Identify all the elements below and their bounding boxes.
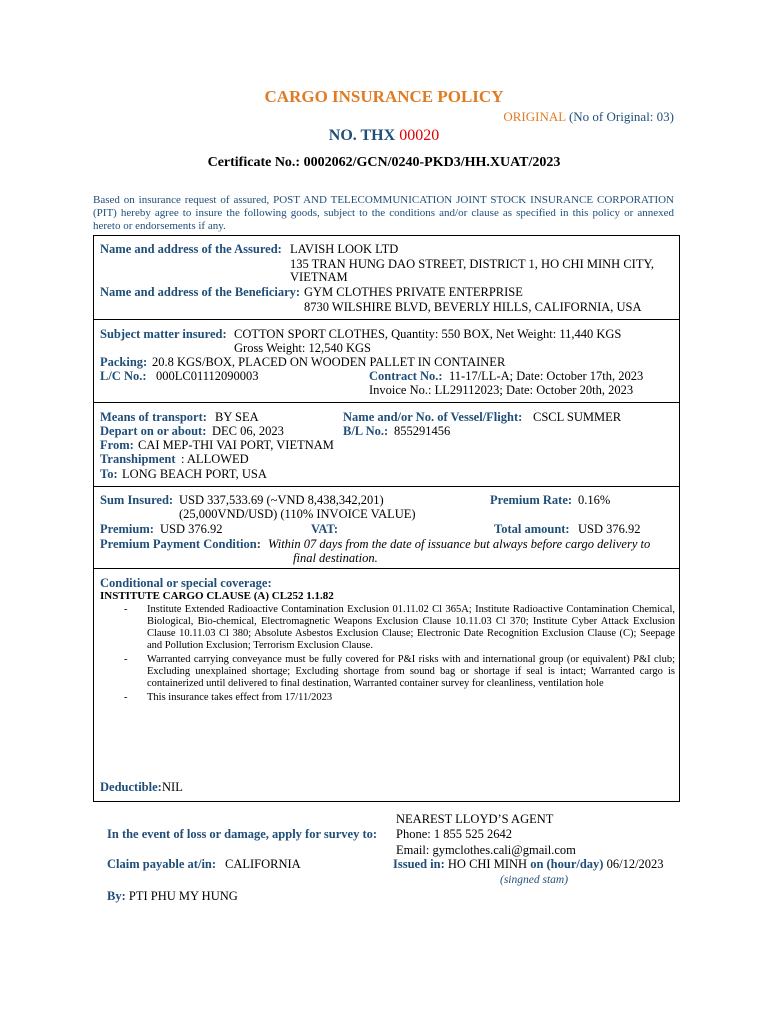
issued-on-label: on (hour/day): [530, 857, 604, 871]
total-amount-label: Total amount:: [494, 522, 570, 536]
subject-label: Subject matter insured:: [100, 327, 227, 341]
coverage-item: - This insurance takes effect from 17/11/2023: [104, 692, 675, 704]
claim-value: CALIFORNIA: [225, 857, 301, 871]
premium-rate-label: Premium Rate:: [490, 493, 573, 507]
agent-email: Email: gymclothes.cali@gmail.com: [396, 843, 576, 857]
policy-number-value: 00020: [399, 127, 440, 144]
issued-label: Issued in:: [393, 857, 445, 871]
premium-section: [94, 487, 679, 569]
to-value: LONG BEACH PORT, USA: [122, 467, 267, 481]
gross-weight: Gross Weight: 12,540 KGS: [234, 341, 371, 355]
survey-label: In the event of loss or damage, apply for survey to:: [107, 827, 378, 841]
premium-label: Premium:: [100, 522, 154, 536]
deductible-label: Deductible:: [100, 780, 162, 794]
lc-value: 000LC01112090003: [156, 369, 259, 383]
vessel-label: Name and/or No. of Vessel/Flight:: [343, 410, 523, 424]
original-indicator: [503, 109, 674, 125]
packing-value: 20.8 KGS/BOX, PLACED ON WOODEN PALLET IN CONTAINER: [152, 355, 506, 369]
packing-label: Packing:: [100, 355, 148, 369]
assured-address-line2: VIETNAM: [290, 270, 348, 284]
issued-date: 06/12/2023: [606, 857, 664, 871]
means-value: BY SEA: [215, 410, 259, 424]
premium-value: USD 376.92: [160, 522, 223, 536]
means-label: Means of transport:: [100, 410, 207, 424]
issued-info: [393, 857, 664, 872]
by-label: By:: [107, 889, 126, 903]
issued-place: HO CHI MINH: [447, 857, 528, 871]
coverage-label: Conditional or special coverage:: [100, 576, 272, 590]
subject-value: COTTON SPORT CLOTHES, Quantity: 550 BOX, Net Weight: 11,440 KGS: [234, 327, 622, 341]
total-amount-value: USD 376.92: [578, 522, 641, 536]
agent-title: NEAREST LLOYD’S AGENT: [396, 812, 554, 826]
stamp-note: (singned stam): [500, 874, 569, 886]
beneficiary-label: Name and address of the Beneficiary:: [100, 285, 301, 299]
to-label: To:: [100, 467, 118, 481]
parties-section: [94, 236, 679, 320]
beneficiary-address: 8730 WILSHIRE BLVD, BEVERLY HILLS, CALIFORNIA, USA: [304, 300, 642, 314]
depart-value: DEC 06, 2023: [212, 424, 284, 438]
policy-number: [0, 127, 768, 145]
claim-label: Claim payable at/in:: [107, 857, 217, 871]
contract-value: 11-17/LL-A; Date: October 17th, 2023: [449, 369, 644, 383]
from-label: From:: [100, 438, 134, 452]
assured-label: Name and address of the Assured:: [100, 242, 282, 256]
contract-label: Contract No.:: [369, 369, 443, 383]
coverage-clause: INSTITUTE CARGO CLAUSE (A) CL252 1.1.82: [100, 590, 334, 602]
sum-insured-rate-note: (25,000VND/USD) (110% INVOICE VALUE): [179, 507, 416, 521]
deductible-value: NIL: [162, 780, 183, 794]
vessel-value: CSCL SUMMER: [533, 410, 622, 424]
assured-name: LAVISH LOOK LTD: [290, 242, 399, 256]
assured-address-line1: 135 TRAN HUNG DAO STREET, DISTRICT 1, HO CHI MINH CITY,: [290, 257, 655, 271]
bl-label: B/L No.:: [343, 424, 389, 438]
from-value: CAI MEP-THI VAI PORT, VIETNAM: [138, 438, 334, 452]
vat-label: VAT:: [311, 522, 339, 536]
payment-condition-line1: Within 07 days from the date of issuance but always before cargo delivery to: [268, 537, 651, 551]
transhipment-label: Transhipment: [100, 452, 176, 466]
coverage-list: [104, 604, 675, 706]
coverage-item: - Institute Extended Radioactive Contamination Exclusion 01.11.02 Cl 365A; Institute Radioactive Contamination Chemical, Biological, Bio-chemical, Electromagnetic Weapons Exclusion Clause 10.11.03 Cl 370; Institute Cyber Attack Exclusion Clause 10.11.03 Cl 380; Absolute Asbestos Exclusion Clause; Electronic Date Recognition Exclusion Clause (C); Seepage and Pollution Exclusion; Terrorism Exclusion Clause.: [104, 604, 675, 652]
sum-insured-label: Sum Insured:: [100, 493, 174, 507]
transhipment-value: : ALLOWED: [181, 452, 249, 466]
sum-insured-value: USD 337,533.69 (~VND 8,438,342,201): [179, 493, 384, 507]
depart-label: Depart on or about:: [100, 424, 207, 438]
intro-paragraph: Based on insurance request of assured, POST AND TELECOMMUNICATION JOINT STOCK INSURANCE CORPORATION (PIT) hereby agree to insure the following goods, subject to the conditions and/or clause as specified in this policy or annexed hereto or endorsements if any.: [93, 194, 674, 232]
payment-condition-line2: final destination.: [293, 551, 378, 565]
transport-section: [94, 403, 679, 487]
coverage-section: [94, 569, 679, 801]
certificate-number: Certificate No.: 0002062/GCN/0240-PKD3/HH.XUAT/2023: [207, 155, 561, 170]
payment-condition-label: Premium Payment Condition:: [100, 537, 261, 551]
by-value: PTI PHU MY HUNG: [128, 889, 238, 903]
issued-by: [107, 889, 238, 904]
premium-rate-value: 0.16%: [578, 493, 611, 507]
coverage-item: - Warranted carrying conveyance must be fully covered for P&I risks with and international group (or equivalent) P&I club; Excluding unexplained shortage; Excluding shortage from sound bag or shortage if seal is intact; Warranted cargo is containerized until delivered to final destination, Warranted container survey for cleanliness, ventilation hole: [104, 654, 675, 690]
document-title: CARGO INSURANCE POLICY: [264, 87, 504, 106]
agent-phone: Phone: 1 855 525 2642: [396, 827, 512, 841]
invoice-value: Invoice No.: LL29112023; Date: October 20th, 2023: [369, 383, 634, 397]
goods-section: [94, 320, 679, 403]
bl-value: 855291456: [394, 424, 451, 438]
policy-details-box: [93, 235, 680, 802]
beneficiary-name: GYM CLOTHES PRIVATE ENTERPRISE: [304, 285, 523, 299]
policy-number-label: NO. THX: [328, 127, 396, 144]
lc-label: L/C No.:: [100, 369, 147, 383]
original-label: ORIGINAL: [503, 109, 566, 124]
original-count: (No of Original: 03): [568, 109, 674, 124]
